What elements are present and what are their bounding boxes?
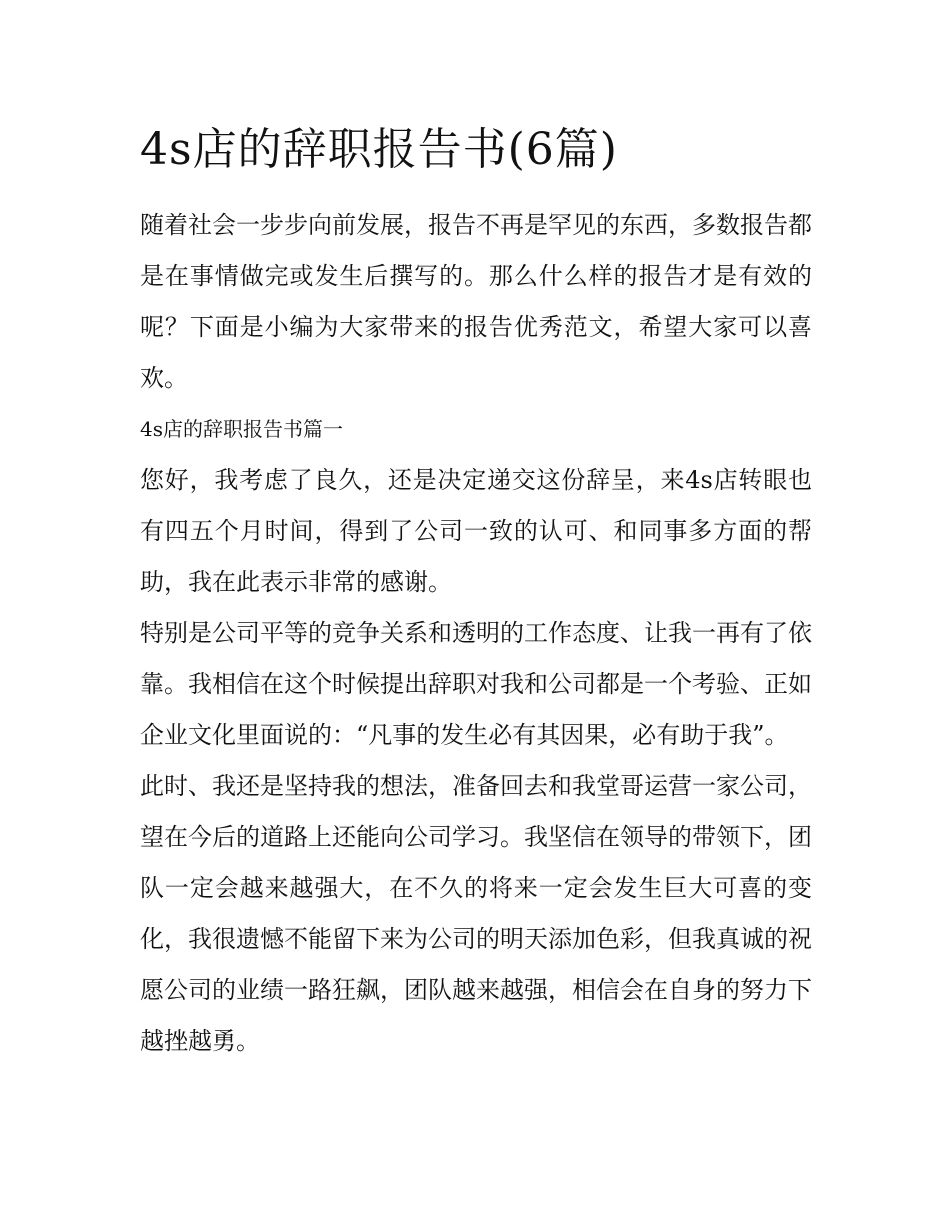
body-paragraph-1: 您好，我考虑了良久，还是决定递交这份辞呈，来4s店转眼也有四五个月时间，得到了公司一致的认可、和同事多方面的帮助，我在此表示非常的感谢。	[140, 466, 812, 596]
section-heading: 4s店的辞职报告书篇一	[140, 417, 343, 441]
body-paragraph-3: 此时、我还是坚持我的想法，准备回去和我堂哥运营一家公司，望在今后的道路上还能向公司学习。我坚信在领导的带领下，团队一定会越来越强大，在不久的将来一定会发生巨大可喜的变化，我很遗憾不能留下来为公司的明天添加色彩，但我真诚的祝愿公司的业绩一路狂飙，团队越来越强，相信会在自身的努力下越挫越勇。	[140, 772, 812, 1055]
body-paragraph-2: 特别是公司平等的竞争关系和透明的工作态度、让我一再有了依靠。我相信在这个时候提出辞职对我和公司都是一个考验、正如企业文化里面说的：“凡事的发生必有其因果，必有助于我”。	[140, 619, 812, 749]
intro-paragraph: 随着社会一步步向前发展，报告不再是罕见的东西，多数报告都是在事情做完或发生后撰写的。那么什么样的报告才是有效的呢？下面是小编为大家带来的报告优秀范文，希望大家可以喜欢。	[140, 211, 812, 392]
document-title: 4s店的辞职报告书(6篇)	[140, 124, 618, 175]
document-page	[140, 118, 812, 1067]
